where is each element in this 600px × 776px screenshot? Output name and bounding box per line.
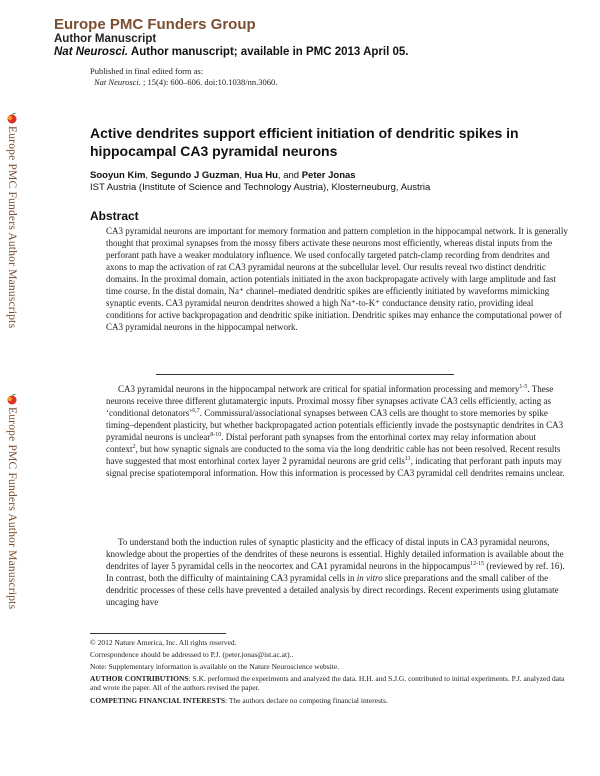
author-4: Peter Jonas	[301, 170, 356, 181]
competing-label: COMPETING FINANCIAL INTERESTS	[90, 696, 226, 705]
author-2: Segundo J Guzman	[150, 170, 240, 181]
contributions-text: : S.K. performed the experiments and analyzed the data. H.H. and S.J.G. contributed to initial experiments. P.J. analyzed data and wrote the paper. All of the authors revised the paper.	[90, 674, 565, 692]
published-label: Published in final edited form as:	[90, 66, 204, 76]
supplementary-note: Note: Supplementary information is available on the Nature Neuroscience website.	[90, 662, 340, 671]
abstract-text: CA3 pyramidal neurons are important for memory formation and pattern completion in the hippocampal network. It is generally thought that proximal synapses from the mossy fibers activate these neurons most efficiently, whereas distal inputs from the perforant path have a weaker modulatory influence. We used confocally targeted patch-clamp recording from dendrites and axons to map the activation of rat CA3 pyramidal neurons at the subcellular level. Our results reveal two distinct dendritic domains. In the proximal domain, action potentials initiated in the axon backpropagate actively with large amplitude and fast time course. In the distal domain, Na⁺ channel–mediated dendritic spikes are efficiently initiated by waveforms mimicking synaptic events. CA3 pyramidal neuron dendrites showed a high Na⁺-to-K⁺ conductance density ratio, providing ideal conditions for active backpropagation and dendritic spike initiation. Dendritic spikes may enhance the computational power of CA3 pyramidal neurons in the hippocampal network.	[106, 226, 568, 332]
journal-availability-line	[54, 46, 408, 59]
author-list	[90, 170, 356, 182]
footnote-divider	[90, 633, 226, 634]
competing-interests	[90, 696, 568, 705]
body-text: slice preparations and the small caliber of the dendritic processes of these cells have prevented a detailed analysis by direct recordings. Recent experiments using glutamate uncaging have	[106, 573, 559, 607]
citation-ref: 2	[132, 444, 136, 450]
logo-leaf	[12, 113, 16, 115]
journal-name: Nat Neurosci.	[54, 46, 129, 58]
logo-leaf	[12, 394, 16, 396]
author-separator: ,	[239, 170, 245, 181]
citation-ref: 6,7	[192, 408, 200, 414]
author-and: , and	[277, 170, 302, 181]
copyright-note: © 2012 Nature America, Inc. All rights reserved.	[90, 638, 237, 647]
logo-dot-orange	[8, 116, 12, 120]
europe-pmc-logo-icon	[6, 393, 18, 405]
article-title: Active dendrites support efficient initiation of dendritic spikes in hippocampal CA3 pyramidal neurons	[90, 125, 519, 159]
funders-group-header: Europe PMC Funders Group	[54, 16, 256, 33]
author-3: Hua Hu	[244, 170, 278, 181]
body-text: CA3 pyramidal neurons in the hippocampal network are critical for spatial information processing and memory	[118, 384, 520, 394]
citation-ref: 8-10	[210, 432, 222, 438]
author-1: Sooyun Kim	[90, 170, 146, 181]
published-citation	[90, 77, 277, 88]
sidebar-label: Europe PMC Funders Author Manuscripts	[6, 407, 18, 610]
sidebar-label: Europe PMC Funders Author Manuscripts	[6, 126, 18, 329]
sidebar-banner-top	[4, 112, 20, 328]
europe-pmc-logo-icon	[6, 112, 18, 124]
body-text: To understand both the induction rules of synaptic plasticity and the efficacy of distal inputs in CA3 pyramidal neurons, knowledge about the properties of the dendrites of these neurons is essential. Highly detailed information is available about the dendrites of layer 5 pyramidal cells in the neocortex and CA1 pyramidal neurons in the hippocampus	[106, 537, 564, 571]
italic-term: in vitro	[356, 573, 383, 583]
author-manuscript-label: Author Manuscript	[54, 33, 157, 45]
published-block	[90, 66, 277, 88]
citation-ref: 11	[404, 456, 411, 462]
body-text: , indicating that perforant path inputs may signal precise spatiotemporal information. How this information is processed by CA3 pyramidal cell dendrites remains unclear.	[106, 456, 565, 478]
correspondence-note: Correspondence should be addressed to P.J. (peter.jonas@ist.ac.at)..	[90, 650, 294, 659]
citation-ref: 12-15	[470, 561, 485, 567]
body-text: . These neurons receive three different glutamatergic inputs. Proximal mossy fiber synapses activate CA3 cells efficiently, acting as ‘conditional detonators’	[106, 384, 554, 418]
sidebar-banner-bottom	[4, 393, 20, 609]
body-text: . Commissural/associational synapses between CA3 cells are thought to store memories by spike timing–dependent plasticity, but whether backpropagated action potentials efficiently invade the postsynaptic dendrites in CA3 pyramidal neurons is unclear	[106, 408, 564, 442]
competing-text: : The authors declare no competing financial interests.	[225, 696, 388, 705]
body-paragraph-2	[106, 536, 568, 608]
body-paragraph-1	[106, 383, 568, 479]
affiliation: IST Austria (Institute of Science and Technology Austria), Klosterneuburg, Austria	[90, 182, 431, 193]
author-separator: ,	[145, 170, 151, 181]
published-journal: Nat Neurosci.	[94, 77, 141, 87]
body-text: (reviewed by ref. 16). In contrast, both the difficulty of maintaining CA3 pyramidal cells in	[106, 561, 565, 583]
published-ref: ; 15(4): 600–606. doi:10.1038/nn.3060.	[140, 77, 278, 87]
citation-ref: 1-5	[519, 384, 528, 390]
abstract-divider	[156, 374, 454, 375]
contributions-label: AUTHOR CONTRIBUTIONS	[90, 674, 189, 683]
author-contributions	[90, 674, 568, 692]
body-text: . Distal perforant path synapses from the entorhinal cortex may relay information about context	[106, 432, 536, 454]
logo-dot-orange	[8, 397, 12, 401]
availability-text: Author manuscript; available in PMC 2013 April 05.	[128, 46, 409, 58]
body-text: , but how synaptic signals are conducted to the soma via the long dendritic cable has not been resolved. Recent results have suggested that most entorhinal cortex layer 2 pyramidal neurons are grid cells	[106, 444, 561, 466]
abstract-heading: Abstract	[90, 209, 139, 223]
